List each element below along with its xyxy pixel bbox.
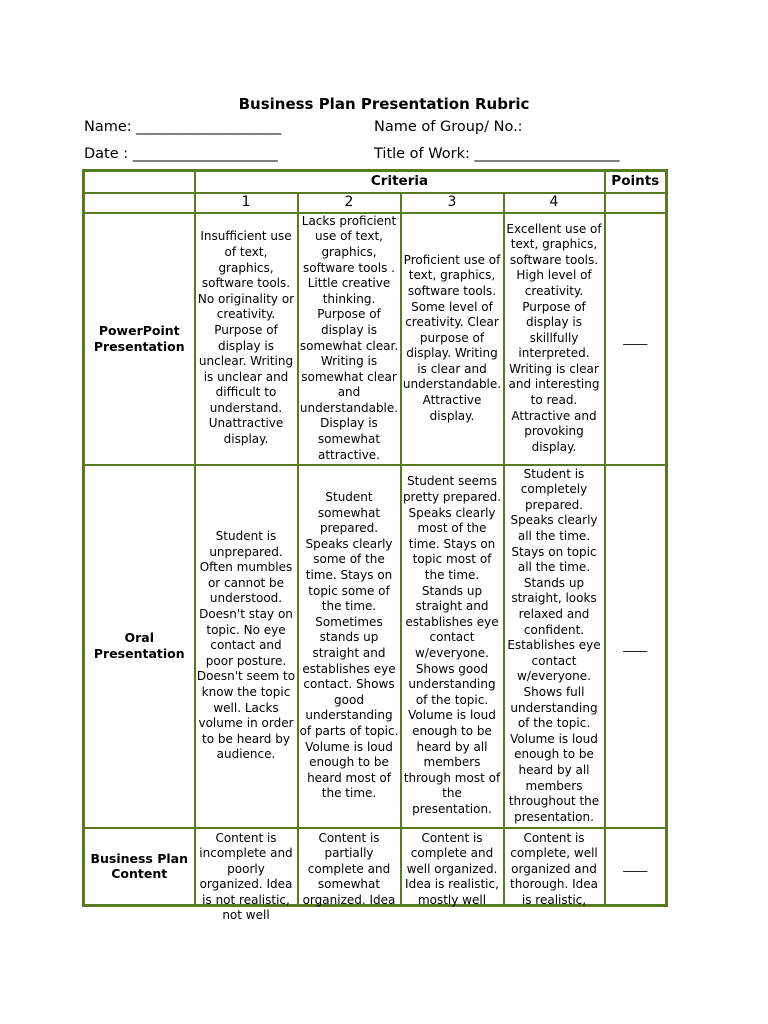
level-4: 4 — [504, 193, 605, 213]
criteria-header: Criteria — [195, 171, 605, 193]
criteria-cell: Excellent use of text, graphics, software tools. High level of creativity. Purpose of display is skillfully interpreted. Writing is clear and interesting to read. Attractive and provoking display. — [504, 213, 605, 465]
level-points-cell — [605, 193, 667, 213]
category-content: Business Plan Content — [84, 828, 195, 906]
name-field: Name: ____________________ — [84, 119, 282, 135]
level-row — [84, 193, 667, 213]
criteria-cell: Student is completely prepared. Speaks clearly all the time. Stays on topic all the time. Stands up straight, looks relaxed and confident. Establishes eye contact w/everyone. Shows full understanding of the topic. Volume is loud enough to be heard by all members throughout the presentation. — [504, 465, 605, 828]
category-oral: Oral Presentation — [84, 465, 195, 828]
points-blank: ____ — [605, 465, 667, 828]
category-powerpoint: PowerPoint Presentation — [84, 213, 195, 465]
date-field: Date : ____________________ — [84, 146, 278, 162]
criteria-cell: Content is incomplete and poorly organized. Idea is not realistic, not well — [195, 828, 298, 906]
level-2: 2 — [298, 193, 401, 213]
title-of-work-field: Title of Work: ____________________ — [374, 146, 620, 162]
criteria-cell: Content is complete, well organized and thorough. Idea is realistic, — [504, 828, 605, 906]
document-title: Business Plan Presentation Rubric — [238, 95, 530, 113]
table-row — [84, 465, 667, 828]
level-corner-cell — [84, 193, 195, 213]
level-1: 1 — [195, 193, 298, 213]
criteria-cell: Insufficient use of text, graphics, software tools. No originality or creativity. Purpose of display is unclear. Writing is unclear and difficult to understand. Unattractive display. — [195, 213, 298, 465]
rubric-table — [82, 169, 668, 923]
points-blank: ____ — [605, 828, 667, 906]
table-header-row — [84, 171, 667, 193]
table-row — [84, 828, 667, 906]
criteria-cell: Student somewhat prepared. Speaks clearly some of the time. Stays on topic some of the time. Sometimes stands up straight and establishes eye contact. Shows good understanding of parts of topic. Volume is loud enough to be heard most of the time. — [298, 465, 401, 828]
criteria-cell: Content is partially complete and somewhat organized. Idea — [298, 828, 401, 906]
criteria-cell: Student is unprepared. Often mumbles or cannot be understood. Doesn't stay on topic. No eye contact and poor posture. Doesn't seem to know the topic well. Lacks volume in order to be heard by audience. — [195, 465, 298, 828]
criteria-cell: Proficient use of text, graphics, software tools. Some level of creativity. Clear purpose of display. Writing is clear and understandable. Attractive display. — [401, 213, 504, 465]
points-header: Points — [605, 171, 667, 193]
group-name-field: Name of Group/ No.: — [374, 119, 523, 135]
level-3: 3 — [401, 193, 504, 213]
corner-cell — [84, 171, 195, 193]
criteria-cell: Content is complete and well organized. Idea is realistic, mostly well — [401, 828, 504, 906]
points-blank: ____ — [605, 213, 667, 465]
table-row — [84, 213, 667, 465]
criteria-cell: Student seems pretty prepared. Speaks clearly most of the time. Stays on topic most of the time. Stands up straight and establishes eye contact w/everyone. Shows good understanding of the topic. Volume is loud enough to be heard by all members through most of the presentation. — [401, 465, 504, 828]
criteria-cell: Lacks proficient use of text, graphics, software tools . Little creative thinking. Purpose of display is somewhat clear. Writing is somewhat clear and understandable. Display is somewhat attractive. — [298, 213, 401, 465]
